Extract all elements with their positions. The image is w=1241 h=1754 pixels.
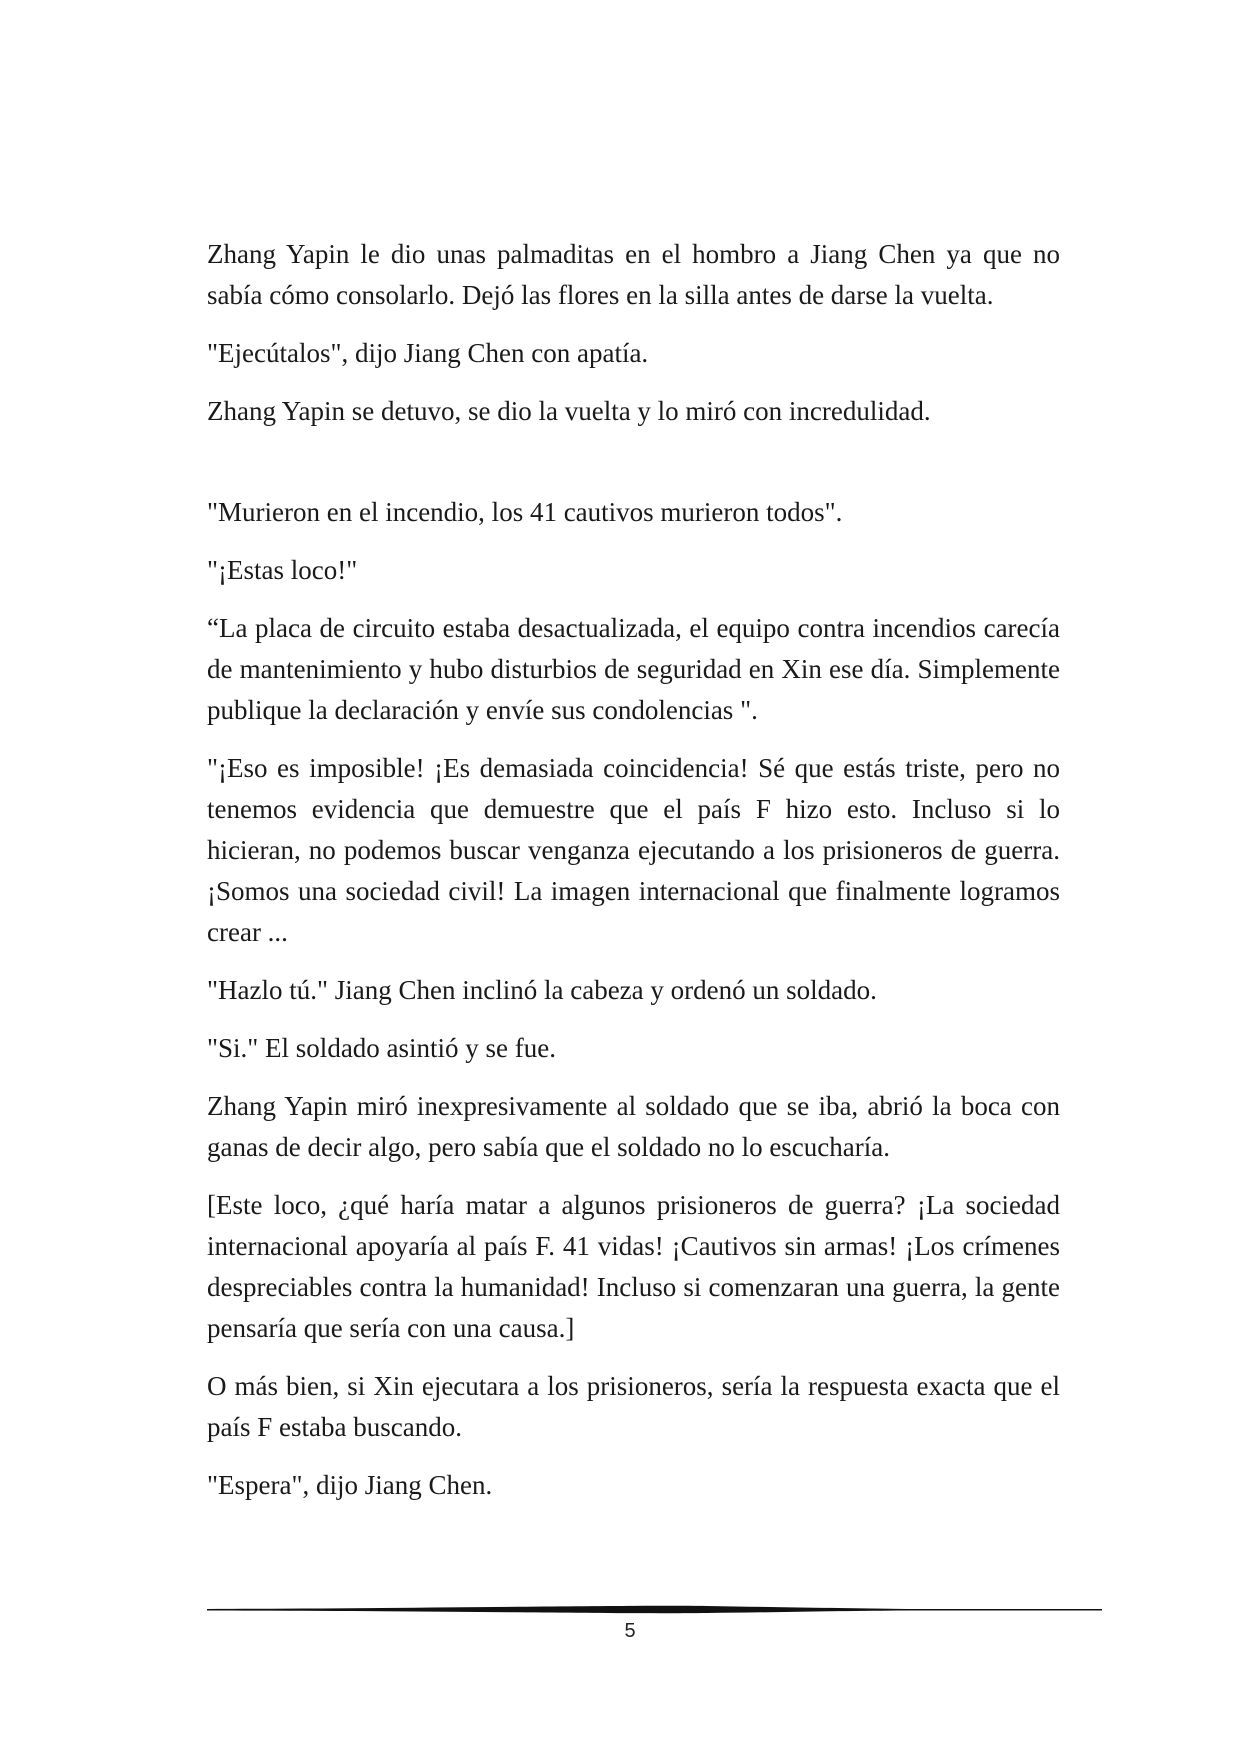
paragraph: "Hazlo tú." Jiang Chen inclinó la cabeza y ordenó un soldado. [207, 975, 877, 1005]
paragraph: "Espera", dijo Jiang Chen. [207, 1470, 493, 1500]
paragraph: "¡Estas loco!" [207, 555, 358, 585]
paragraph: Zhang Yapin miró inexpresivamente al soldado que se iba, abrió la boca con ganas de decir algo, pero sabía que el soldado no lo escucharía. [207, 1091, 1060, 1162]
page-body [207, 234, 1060, 1523]
paragraph: "Ejecútalos", dijo Jiang Chen con apatía. [207, 338, 649, 368]
page-number: 5 [624, 1620, 636, 1642]
paragraph: "Si." El soldado asintió y se fue. [207, 1033, 557, 1063]
paragraph: “La placa de circuito estaba desactualizada, el equipo contra incendios carecía de mantenimiento y hubo disturbios de seguridad en Xin ese día. Simplemente publique la declaración y envíe sus condolencias ". [207, 613, 1060, 725]
paragraph: Zhang Yapin se detuvo, se dio la vuelta y lo miró con incredulidad. [207, 396, 931, 426]
paragraph: Zhang Yapin le dio unas palmaditas en el hombro a Jiang Chen ya que no sabía cómo consolarlo. Dejó las flores en la silla antes de darse la vuelta. [207, 239, 1060, 310]
paragraph: O más bien, si Xin ejecutara a los prisioneros, sería la respuesta exacta que el país F estaba buscando. [207, 1371, 1060, 1442]
paragraph: [Este loco, ¿qué haría matar a algunos prisioneros de guerra? ¡La sociedad internacional apoyaría al país F. 41 vidas! ¡Cautivos sin armas! ¡Los crímenes despreciables contra la humanidad! Incluso si comenzaran una guerra, la gente pensaría que sería con una causa.] [207, 1190, 1060, 1343]
paragraph: "¡Eso es imposible! ¡Es demasiada coincidencia! Sé que estás triste, pero no tenemos evidencia que demuestre que el país F hizo esto. Incluso si lo hicieran, no podemos buscar venganza ejecutando a los prisioneros de guerra. ¡Somos una sociedad civil! La imagen internacional que finalmente logramos crear ... [207, 753, 1060, 947]
paragraph: "Murieron en el incendio, los 41 cautivos murieron todos". [207, 497, 843, 527]
footer-divider [207, 1604, 1102, 1616]
